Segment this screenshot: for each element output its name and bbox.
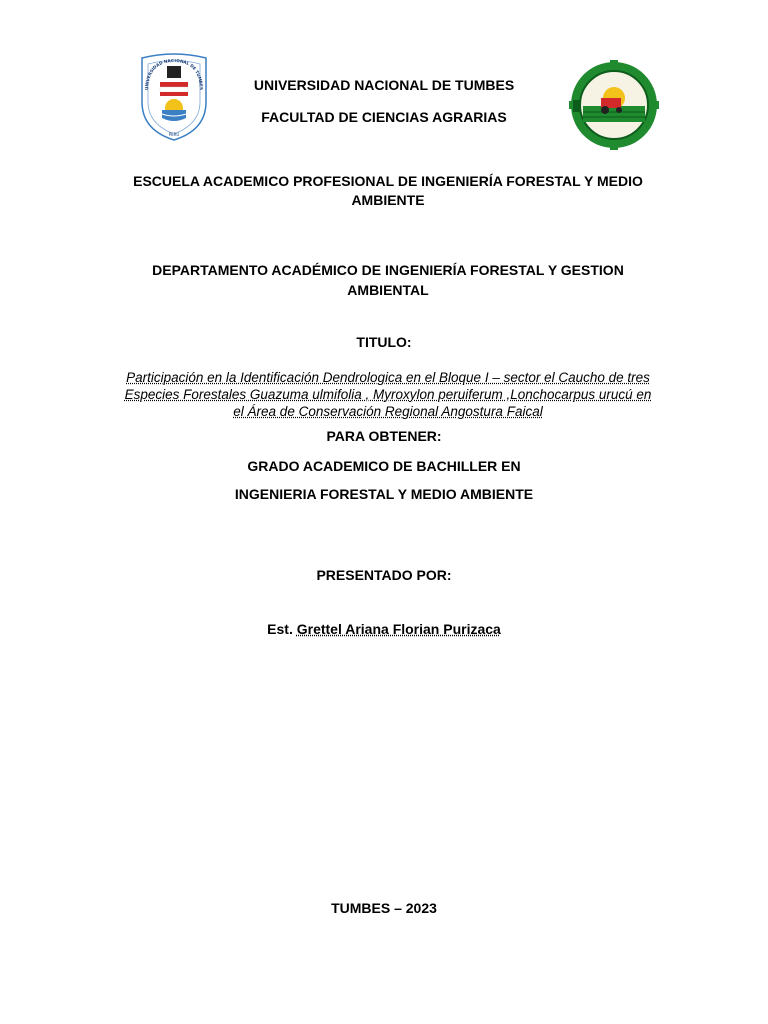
university-shield-logo <box>138 52 210 142</box>
university-name: UNIVERSIDAD NACIONAL DE TUMBES <box>253 77 515 93</box>
title-label: TITULO: <box>356 334 412 350</box>
student-line <box>0 621 768 637</box>
school-name: ESCUELA ACADEMICO PROFESIONAL DE INGENIERÍA FORESTAL Y MEDIO AMBIENTE <box>133 173 643 208</box>
degree-line-2: INGENIERIA FORESTAL Y MEDIO AMBIENTE <box>234 486 534 502</box>
degree-line-1: GRADO ACADEMICO DE BACHILLER EN <box>247 458 521 474</box>
thesis-title: Participación en la Identificación Dendrologica en el Bloque I – sector el Caucho de tres Especies Forestales Guazuma ulmifolia , Myroxylon peruiferum ,Lonchocarpus urucú en el Área de Conservación Regional Angostura Faical <box>124 370 652 419</box>
student-name: Grettel Ariana Florian Purizaca <box>296 621 501 637</box>
logo-arc-text: UNIVERSIDAD NACIONAL DE TUMBES <box>144 57 204 91</box>
purpose-label: PARA OBTENER: <box>326 428 442 444</box>
footer-place-year: TUMBES – 2023 <box>331 900 437 916</box>
logo-country-text: PERÚ <box>168 132 180 137</box>
student-prefix: Est. <box>267 621 293 637</box>
faculty-name: FACULTAD DE CIENCIAS AGRARIAS <box>261 109 507 125</box>
department-name: DEPARTAMENTO ACADÉMICO DE INGENIERÍA FORESTAL Y GESTION AMBIENTAL <box>152 262 624 298</box>
faculty-seal-logo <box>569 60 659 150</box>
presented-label: PRESENTADO POR: <box>316 567 452 583</box>
